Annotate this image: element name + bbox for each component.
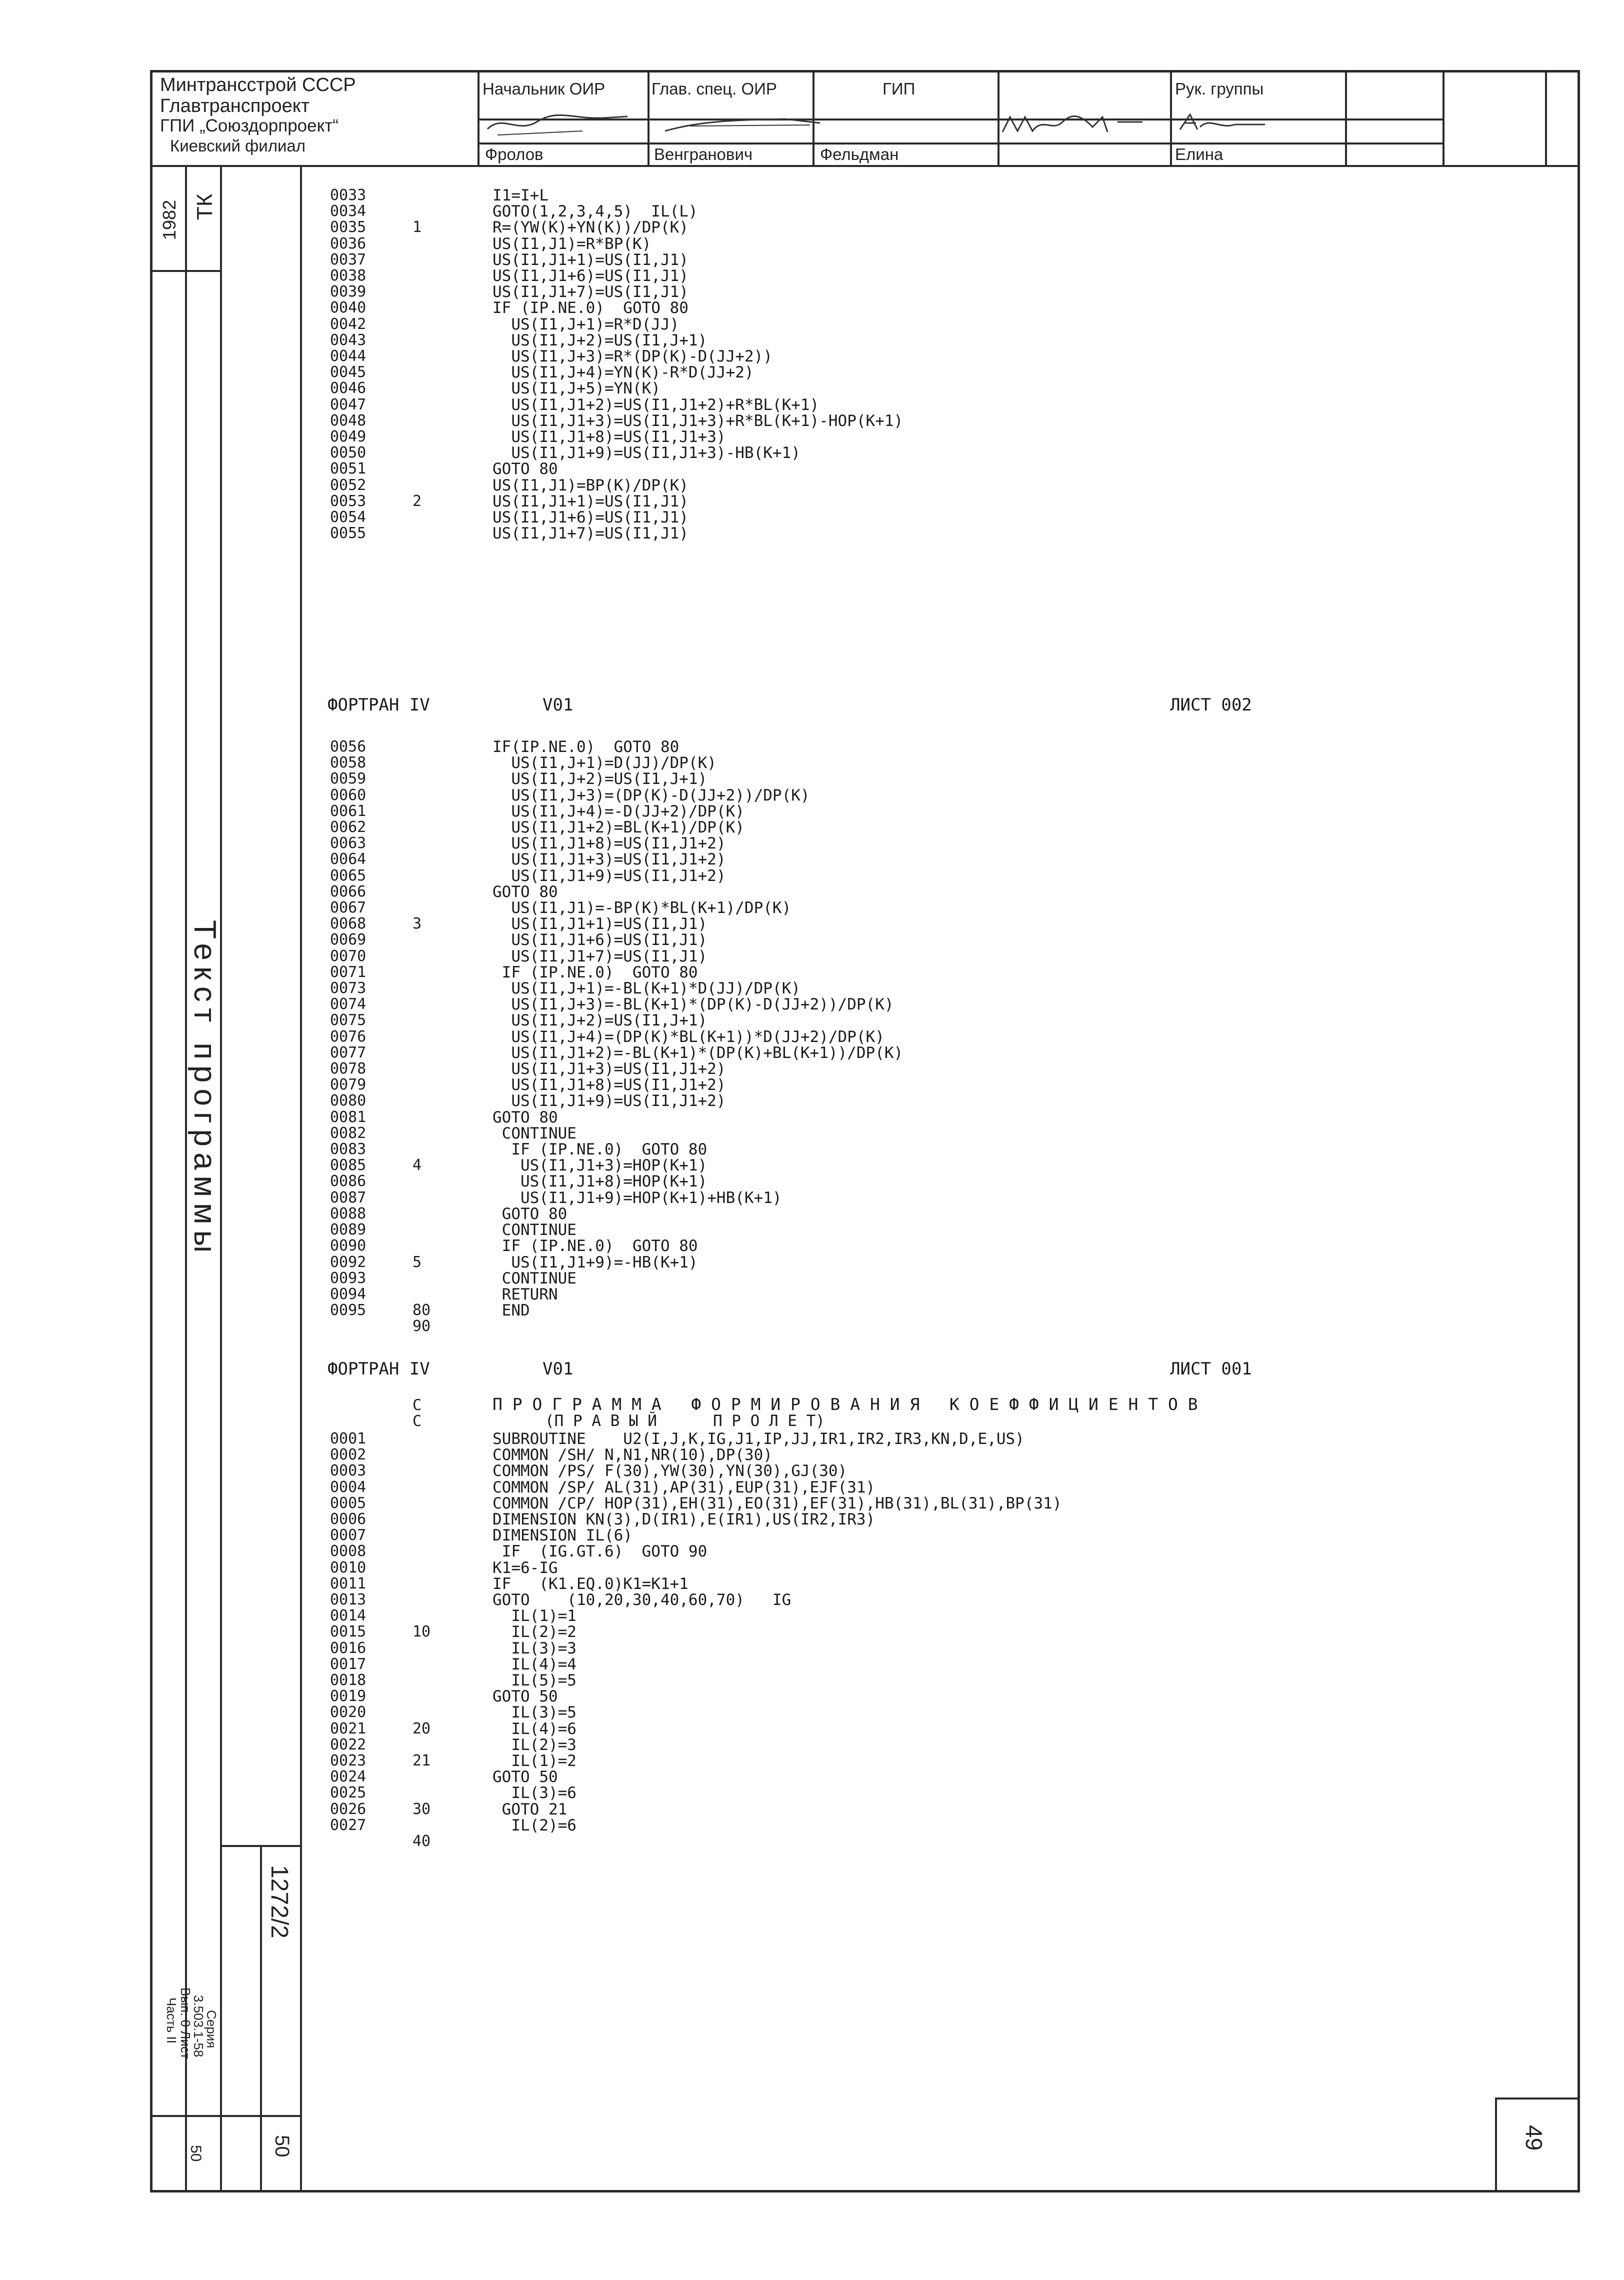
role-cell: Рук. группы bbox=[1175, 80, 1264, 98]
statement-labels: 10 20 21 30 40 bbox=[412, 1623, 431, 1850]
signature-mark bbox=[1175, 107, 1275, 137]
org-line: ГПИ „Союздорпроект“ bbox=[160, 116, 339, 136]
signature-mark bbox=[998, 107, 1148, 140]
comment-marks: C C bbox=[412, 1396, 422, 1430]
line-numbers: 0001 0002 0003 0004 0005 0006 0007 0008 0010 0011 0013 0014 0015 0016 0017 0018 0019 0020 0021 0022 0023 0024 0025 0026 0027 bbox=[330, 1430, 366, 1834]
role-cell: Глав. спец. ОИР bbox=[652, 80, 777, 98]
listing-header-sheet: ЛИСТ 002 bbox=[1170, 695, 1252, 715]
title-block-line bbox=[1442, 70, 1444, 166]
sheet-small: 50 bbox=[271, 2135, 293, 2158]
title-block-line bbox=[478, 142, 1442, 144]
title-block-line bbox=[150, 165, 1580, 167]
page-number-box bbox=[1495, 2098, 1497, 2192]
name-cell: Фролов bbox=[485, 145, 544, 164]
side-column-line bbox=[150, 270, 220, 272]
org-line: Минтрансстрой СССР bbox=[160, 74, 356, 96]
line-numbers: 0033 0034 0035 0036 0037 0038 0039 0040 0042 0043 0044 0045 0046 0047 0048 0049 0050 0051 0052 0053 0054 0055 bbox=[330, 186, 366, 542]
name-cell: Елина bbox=[1175, 145, 1224, 164]
series-line: Часть II bbox=[164, 1998, 179, 2044]
series-sheet: 50 bbox=[188, 2145, 204, 2162]
title-block-line bbox=[478, 70, 480, 166]
listing-header-lang: ФОРТРАН IV bbox=[328, 695, 430, 715]
series-line: Серия bbox=[204, 2010, 219, 2048]
listing-header-lang: ФОРТРАН IV bbox=[328, 1359, 430, 1379]
side-column-line bbox=[260, 1845, 262, 2192]
statement-labels: 3 4 5 80 90 bbox=[412, 915, 431, 1336]
signature-mark bbox=[660, 111, 825, 136]
role-cell: ГИП bbox=[882, 80, 916, 98]
side-column-line bbox=[220, 1845, 300, 1847]
org-line: Киевский филиал bbox=[170, 136, 306, 155]
section-title: Текст программы bbox=[188, 920, 222, 1259]
signature-mark bbox=[482, 109, 632, 139]
side-column-line bbox=[300, 165, 302, 2192]
title-block-line bbox=[1545, 70, 1547, 166]
series-line: Вып. 0 Лист bbox=[178, 1988, 193, 2059]
program-heading: (П Р А В Ы Й П Р О Л Е Т) bbox=[545, 1412, 825, 1430]
listing-header-version: V01 bbox=[542, 1359, 574, 1379]
page-number-box bbox=[1495, 2098, 1580, 2100]
name-cell: Фельдман bbox=[820, 145, 899, 164]
code-block: SUBROUTINE U2(I,J,K,IG,J1,IP,JJ,IR1,IR2,IR3,KN,D,E,US) COMMON /SH/ N,N1,NR(10),DP(30) COMMON /PS/ F(30),YW(30),YN(30),GJ(30) COMMON /SP/ AL(31),AP(31),EUP(31),EJF(31) COMMON /CP/ HOP(31),EH(31),EO(31),EF(31),HB(31),BL(31),BP(31) DIMENSION KN(3),D(IR1),E(IR1),US(IR2,IR3) DIMENSION IL(6) IF (IG.GT.6) GOTO 90 K1=6-IG IF (K1.EQ.0)K1=K1+1 GOTO (10,20,30,40,60,70) IG IL(1)=1 IL(2)=2 IL(3)=3 IL(4)=4 IL(5)=5 GOTO 50 IL(3)=5 IL(4)=6 IL(2)=3 IL(1)=2 GOTO 50 IL(3)=6 GOTO 21 IL(2)=6 bbox=[492, 1430, 1062, 1834]
title-block-line bbox=[1345, 70, 1347, 166]
title-block-line bbox=[1170, 70, 1172, 166]
year-label: 1982 bbox=[159, 200, 180, 240]
listing-header-version: V01 bbox=[542, 695, 574, 715]
name-cell: Венгранович bbox=[654, 145, 753, 164]
code-label: ТК bbox=[192, 194, 217, 220]
title-block-line bbox=[648, 70, 650, 166]
side-column-line bbox=[150, 2115, 300, 2117]
page-number: 49 bbox=[1521, 2125, 1547, 2151]
program-heading: П Р О Г Р А М М А Ф О Р М И Р О В А Н И Я К О Е Ф Ф И Ц И Е Н Т О В bbox=[492, 1394, 1198, 1414]
statement-labels: 1 2 bbox=[412, 218, 422, 510]
role-cell: Начальник ОИР bbox=[482, 80, 606, 98]
line-numbers: 0056 0058 0059 0060 0061 0062 0063 0064 0065 0066 0067 0068 0069 0070 0071 0073 0074 0075 0076 0077 0078 0079 0080 0081 0082 0083 0085 0086 0087 0088 0089 0090 0092 0093 0094 0095 bbox=[330, 738, 366, 1320]
listing-header-sheet: ЛИСТ 001 bbox=[1170, 1359, 1252, 1379]
code-block: I1=I+L GOTO(1,2,3,4,5) IL(L) R=(YW(K)+YN(K))/DP(K) US(I1,J1)=R*BP(K) US(I1,J1+1)=US(I1,J1) US(I1,J1+6)=US(I1,J1) US(I1,J1+7)=US(I1,J1) IF (IP.NE.0) GOTO 80 US(I1,J+1)=R*D(JJ) US(I1,J+2)=US(I1,J+1) US(I1,J+3)=R*(DP(K)-D(JJ+2)) US(I1,J+4)=YN(K)-R*D(JJ+2) US(I1,J+5)=YN(K) US(I1,J1+2)=US(I1,J1+2)+R*BL(K+1) US(I1,J1+3)=US(I1,J1+3)+R*BL(K+1)-HOP(K+1) US(I1,J1+8)=US(I1,J1+3) US(I1,J1+9)=US(I1,J1+3)-HB(K+1) GOTO 80 US(I1,J1)=BP(K)/DP(K) US(I1,J1+1)=US(I1,J1) US(I1,J1+6)=US(I1,J1) US(I1,J1+7)=US(I1,J1) bbox=[492, 186, 904, 543]
series-line: 3.503.1-58 bbox=[191, 1995, 206, 2058]
org-line: Главтранспроект bbox=[160, 96, 310, 116]
document-number: 1272/2 bbox=[266, 1865, 292, 1938]
code-block: IF(IP.NE.0) GOTO 80 US(I1,J+1)=D(JJ)/DP(K) US(I1,J+2)=US(I1,J+1) US(I1,J+3)=(DP(K)-D(JJ+2))/DP(K) US(I1,J+4)=-D(JJ+2)/DP(K) US(I1,J1+2)=BL(K+1)/DP(K) US(I1,J1+8)=US(I1,J1+2) US(I1,J1+3)=US(I1,J1+2) US(I1,J1+9)=US(I1,J1+2) GOTO 80 US(I1,J1)=-BP(K)*BL(K+1)/DP(K) US(I1,J1+1)=US(I1,J1) US(I1,J1+6)=US(I1,J1) US(I1,J1+7)=US(I1,J1) IF (IP.NE.0) GOTO 80 US(I1,J+1)=-BL(K+1)*D(JJ)/DP(K) US(I1,J+3)=-BL(K+1)*(DP(K)-D(JJ+2))/DP(K) US(I1,J+2)=US(I1,J+1) US(I1,J+4)=(DP(K)*BL(K+1))*D(JJ+2)/DP(K) US(I1,J1+2)=-BL(K+1)*(DP(K)+BL(K+1))/DP(K) US(I1,J1+3)=US(I1,J1+2) US(I1,J1+8)=US(I1,J1+2) US(I1,J1+9)=US(I1,J1+2) GOTO 80 CONTINUE IF (IP.NE.0) GOTO 80 US(I1,J1+3)=HOP(K+1) US(I1,J1+8)=HOP(K+1) US(I1,J1+9)=HOP(K+1)+HB(K+1) GOTO 80 CONTINUE IF (IP.NE.0) GOTO 80 US(I1,J1+9)=-HB(K+1) CONTINUE RETURN END bbox=[492, 738, 904, 1320]
